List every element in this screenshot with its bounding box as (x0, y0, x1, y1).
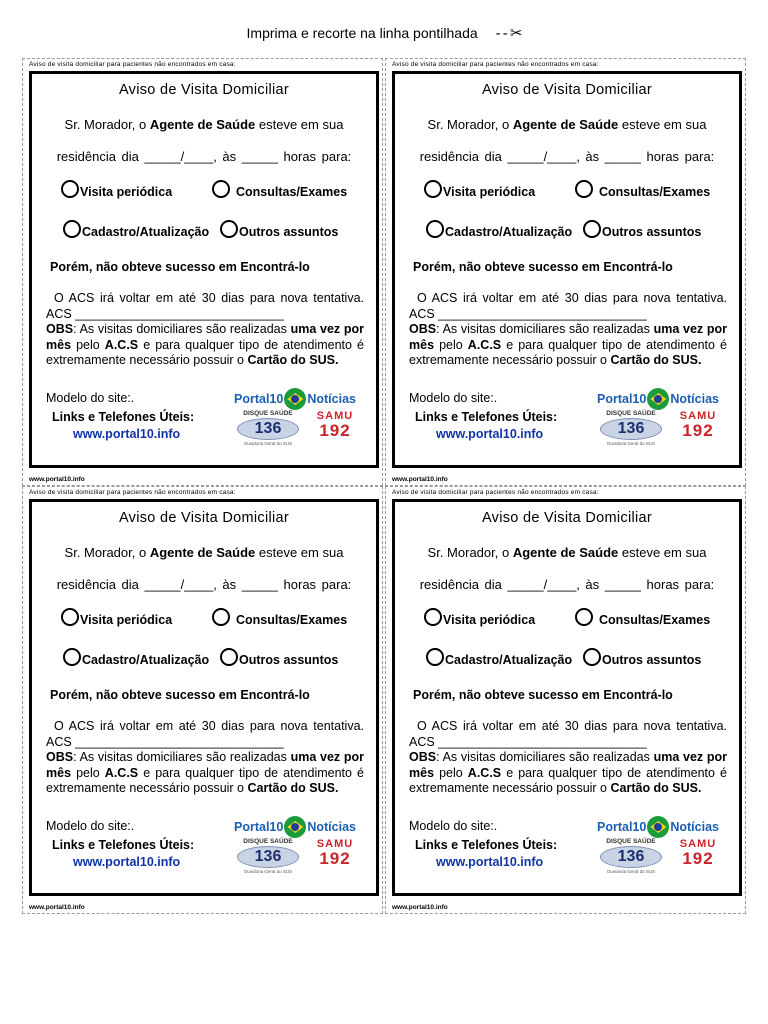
not-found-line: Porém, não obteve sucesso em Encontrá-lo (50, 688, 310, 702)
disque-saude-logo: DISQUE SAÚDE 136 Ouvidoria Geral do SUS (598, 410, 664, 446)
notice-paragraph (409, 719, 727, 797)
scissors-icon: - - ✂ (495, 25, 522, 42)
option-cadastro-atualizacao[interactable]: Cadastro/Atualização (63, 648, 209, 667)
date-time-line: residência dia _____/____, às _____ horas para: (56, 149, 352, 164)
option-outros-assuntos[interactable]: Outros assuntos (583, 648, 701, 667)
radio-circle-icon[interactable] (61, 180, 79, 198)
greeting-line: Sr. Morador, o Agente de Saúde esteve em sua (64, 117, 344, 132)
option-consultas-exames[interactable]: Consultas/Exames (575, 180, 710, 199)
site-url-link[interactable]: www.portal10.info (436, 855, 544, 869)
site-model-label: Modelo do site:. (46, 819, 135, 833)
option-consultas-exames[interactable]: Consultas/Exames (212, 608, 347, 627)
radio-circle-icon[interactable] (220, 648, 238, 666)
radio-circle-icon[interactable] (220, 220, 238, 238)
greeting-line: Sr. Morador, o Agente de Saúde esteve em sua (427, 117, 707, 132)
brazil-flag-icon (647, 816, 669, 838)
option-cadastro-atualizacao[interactable]: Cadastro/Atualização (63, 220, 209, 239)
radio-circle-icon[interactable] (212, 608, 230, 626)
notice-card (392, 71, 742, 468)
disque-saude-logo: DISQUE SAÚDE 136 Ouvidoria Geral do SUS (598, 838, 664, 874)
option-consultas-exames[interactable]: Consultas/Exames (212, 180, 347, 199)
option-outros-assuntos[interactable]: Outros assuntos (583, 220, 701, 239)
radio-circle-icon[interactable] (575, 608, 593, 626)
greeting-line: Sr. Morador, o Agente de Saúde esteve em sua (64, 545, 344, 560)
radio-circle-icon[interactable] (426, 220, 444, 238)
option-visita-periodica[interactable]: Visita periódica (61, 608, 172, 627)
print-instruction-text: Imprima e recorte na linha pontilhada (246, 25, 478, 41)
site-model-label: Modelo do site:. (46, 391, 135, 405)
notice-paragraph (409, 291, 727, 369)
notice-cell-3 (22, 486, 383, 914)
site-url-link[interactable]: www.portal10.info (73, 427, 181, 441)
portal10-logo: Portal10 Notícias (597, 388, 719, 410)
notice-title: Aviso de Visita Domiciliar (118, 82, 290, 98)
option-cadastro-atualizacao[interactable]: Cadastro/Atualização (426, 220, 572, 239)
option-cadastro-atualizacao[interactable]: Cadastro/Atualização (426, 648, 572, 667)
site-model-label: Modelo do site:. (409, 819, 498, 833)
not-found-line: Porém, não obteve sucesso em Encontrá-lo (50, 260, 310, 274)
portal10-logo: Portal10 Notícias (597, 816, 719, 838)
radio-circle-icon[interactable] (583, 648, 601, 666)
radio-circle-icon[interactable] (583, 220, 601, 238)
option-consultas-exames[interactable]: Consultas/Exames (575, 608, 710, 627)
notice-cell-1 (22, 58, 383, 486)
notice-title: Aviso de Visita Domiciliar (481, 510, 653, 526)
notice-caption: Aviso de visita domiciliar para pacientes não encontrados em casa: (392, 61, 599, 68)
radio-circle-icon[interactable] (424, 180, 442, 198)
acs-return-text: O ACS irá voltar em até 30 dias para nova tentativa. ACS ______________________________ (409, 719, 727, 749)
portal10-logo: Portal10 Notícias (234, 388, 356, 410)
site-url-link[interactable]: www.portal10.info (73, 855, 181, 869)
option-outros-assuntos[interactable]: Outros assuntos (220, 220, 338, 239)
acs-return-text: O ACS irá voltar em até 30 dias para nova tentativa. ACS ______________________________ (46, 291, 364, 321)
radio-circle-icon[interactable] (212, 180, 230, 198)
portal10-logo: Portal10 Notícias (234, 816, 356, 838)
disque-saude-logo: DISQUE SAÚDE 136 Ouvidoria Geral do SUS (235, 410, 301, 446)
notice-footer-url: www.portal10.info (29, 904, 85, 911)
samu-logo: SAMU 192 (316, 838, 354, 868)
obs-text: OBS: As visitas domiciliares são realizadas uma vez por mês pelo A.C.S e para qualquer tipo de atendimento é extremamente necessário possuir o Cartão do SUS. (46, 322, 365, 367)
site-url-link[interactable]: www.portal10.info (436, 427, 544, 441)
radio-circle-icon[interactable] (424, 608, 442, 626)
notice-caption: Aviso de visita domiciliar para pacientes não encontrados em casa: (392, 489, 599, 496)
disque-saude-logo: DISQUE SAÚDE 136 Ouvidoria Geral do SUS (235, 838, 301, 874)
site-model-label: Modelo do site:. (409, 391, 498, 405)
notice-caption: Aviso de visita domiciliar para pacientes não encontrados em casa: (29, 61, 236, 68)
not-found-line: Porém, não obteve sucesso em Encontrá-lo (413, 260, 673, 274)
notice-title: Aviso de Visita Domiciliar (481, 82, 653, 98)
option-visita-periodica[interactable]: Visita periódica (61, 180, 172, 199)
notice-title: Aviso de Visita Domiciliar (118, 510, 290, 526)
brazil-flag-icon (284, 388, 306, 410)
date-time-line: residência dia _____/____, às _____ horas para: (419, 149, 715, 164)
notice-footer-url: www.portal10.info (392, 904, 448, 911)
useful-links-heading: Links e Telefones Úteis: (415, 410, 558, 424)
samu-logo: SAMU 192 (316, 410, 354, 440)
print-instruction (0, 24, 768, 42)
notice-sheet (22, 58, 746, 914)
date-time-line: residência dia _____/____, às _____ horas para: (419, 577, 715, 592)
radio-circle-icon[interactable] (426, 648, 444, 666)
date-time-line: residência dia _____/____, às _____ horas para: (56, 577, 352, 592)
acs-return-text: O ACS irá voltar em até 30 dias para nova tentativa. ACS ______________________________ (46, 719, 364, 749)
notice-paragraph (46, 719, 364, 797)
notice-footer-url: www.portal10.info (392, 476, 448, 483)
notice-caption: Aviso de visita domiciliar para pacientes não encontrados em casa: (29, 489, 236, 496)
useful-links-heading: Links e Telefones Úteis: (52, 410, 195, 424)
useful-links-heading: Links e Telefones Úteis: (415, 838, 558, 852)
radio-circle-icon[interactable] (61, 608, 79, 626)
obs-text: OBS: As visitas domiciliares são realizadas uma vez por mês pelo A.C.S e para qualquer tipo de atendimento é extremamente necessário possuir o Cartão do SUS. (409, 750, 728, 795)
notice-card (29, 499, 379, 896)
notice-footer-url: www.portal10.info (29, 476, 85, 483)
brazil-flag-icon (284, 816, 306, 838)
brazil-flag-icon (647, 388, 669, 410)
obs-text: OBS: As visitas domiciliares são realizadas uma vez por mês pelo A.C.S e para qualquer tipo de atendimento é extremamente necessário possuir o Cartão do SUS. (409, 322, 728, 367)
notice-card (29, 71, 379, 468)
notice-paragraph (46, 291, 364, 369)
notice-card (392, 499, 742, 896)
samu-logo: SAMU 192 (679, 838, 717, 868)
notice-cell-2 (385, 58, 746, 486)
radio-circle-icon[interactable] (575, 180, 593, 198)
obs-text: OBS: As visitas domiciliares são realizadas uma vez por mês pelo A.C.S e para qualquer tipo de atendimento é extremamente necessário possuir o Cartão do SUS. (46, 750, 365, 795)
samu-logo: SAMU 192 (679, 410, 717, 440)
not-found-line: Porém, não obteve sucesso em Encontrá-lo (413, 688, 673, 702)
option-visita-periodica[interactable]: Visita periódica (424, 180, 535, 199)
notice-cell-4 (385, 486, 746, 914)
option-outros-assuntos[interactable]: Outros assuntos (220, 648, 338, 667)
radio-circle-icon[interactable] (63, 220, 81, 238)
useful-links-heading: Links e Telefones Úteis: (52, 838, 195, 852)
greeting-line: Sr. Morador, o Agente de Saúde esteve em sua (427, 545, 707, 560)
acs-return-text: O ACS irá voltar em até 30 dias para nova tentativa. ACS ______________________________ (409, 291, 727, 321)
option-visita-periodica[interactable]: Visita periódica (424, 608, 535, 627)
radio-circle-icon[interactable] (63, 648, 81, 666)
